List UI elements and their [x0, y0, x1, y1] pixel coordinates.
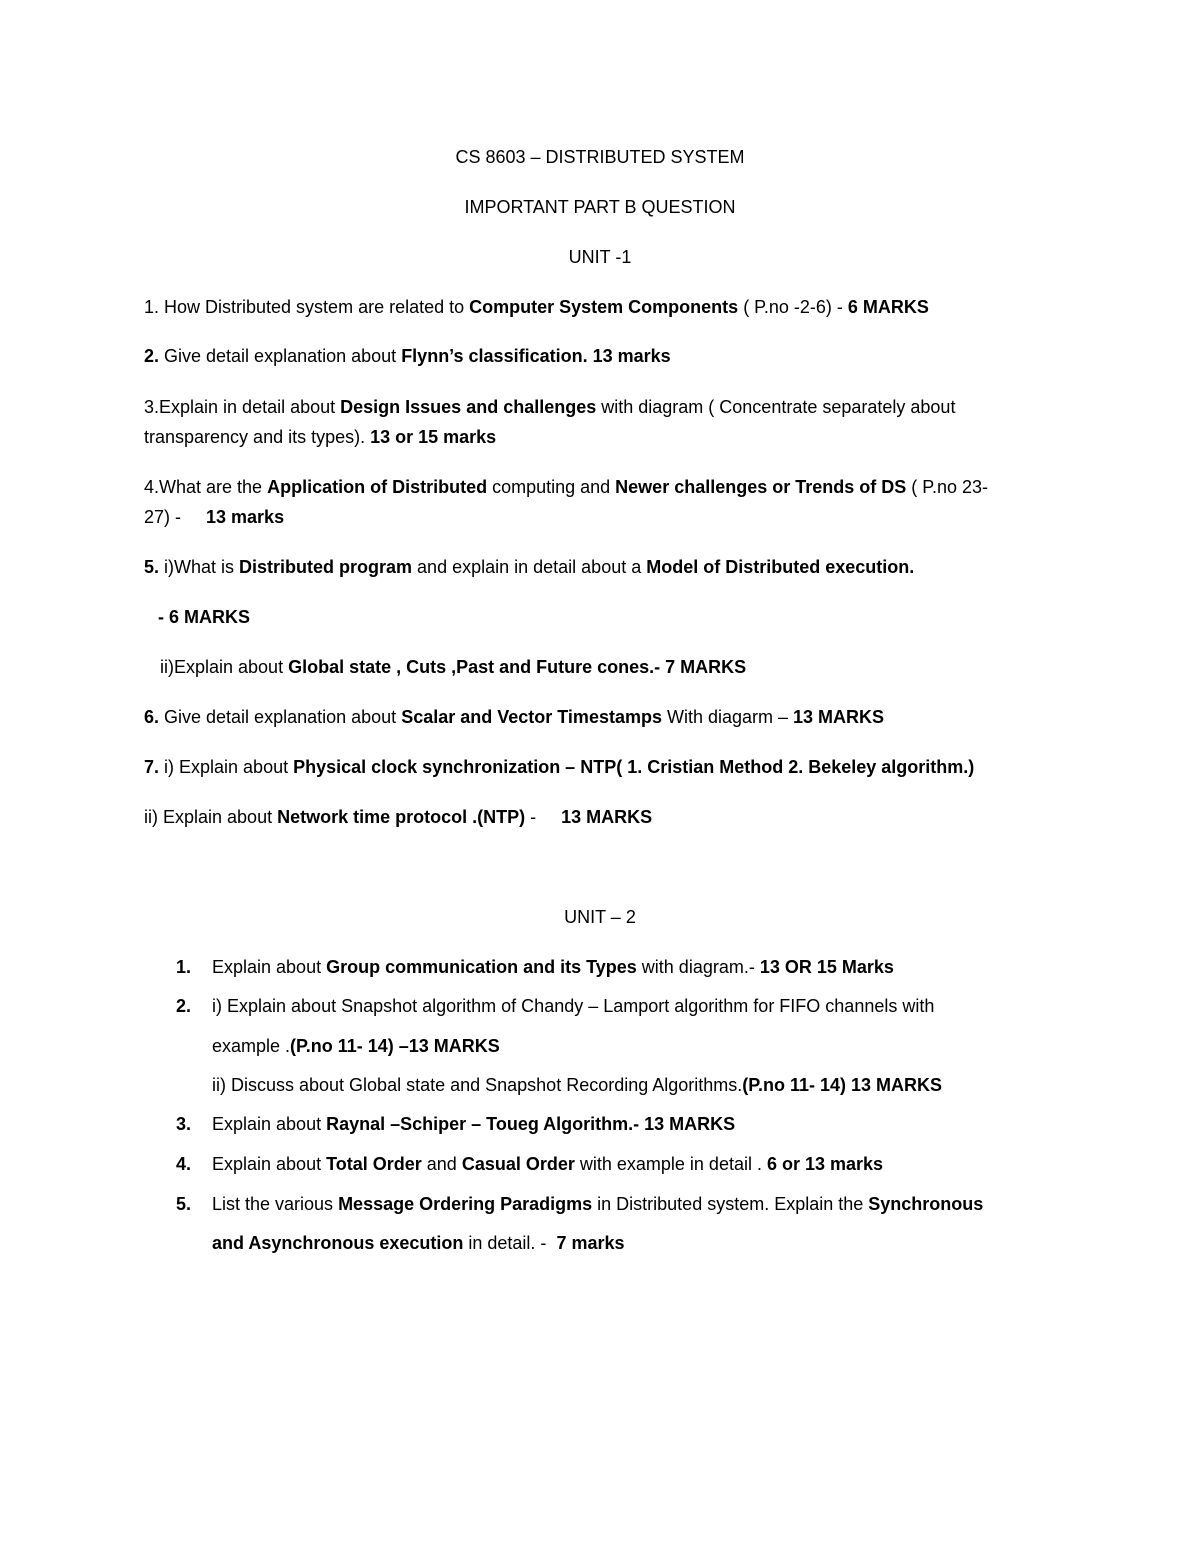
text: computing and: [487, 477, 616, 497]
text-bold: Distributed program: [239, 557, 413, 577]
unit2-question-5-line-2: [212, 1232, 625, 1254]
question-number: 2.: [144, 346, 160, 366]
text: in detail. -: [463, 1233, 557, 1253]
text: 3.Explain in detail about: [144, 397, 341, 417]
marks: 13 marks: [206, 507, 285, 527]
list-number: 3.: [176, 1114, 192, 1134]
text-bold: Newer challenges or Trends of DS: [615, 477, 907, 497]
unit2-question-2-part-ii: [212, 1074, 942, 1096]
text: Explain about: [212, 1154, 327, 1174]
text-bold: Scalar and Vector Timestamps: [401, 707, 662, 727]
text-bold: Network time protocol .(NTP): [277, 807, 526, 827]
unit2-question-5-line-1: [212, 1193, 983, 1215]
unit1-question-5-part-ii: [160, 656, 746, 678]
text-bold: (P.no 11- 14) –13 MARKS: [290, 1036, 500, 1056]
unit2-question-1: [212, 956, 894, 978]
text: 27) -: [144, 507, 207, 527]
unit1-question-4-line-1: [144, 476, 988, 498]
text: List the various: [212, 1194, 339, 1214]
text-bold: Physical clock synchronization – NTP( 1. Cristian Method 2. Bekeley algorithm.): [293, 757, 975, 777]
text-bold: Application of Distributed: [267, 477, 488, 497]
list-number: 4.: [176, 1154, 192, 1174]
text: Explain about: [212, 1114, 327, 1134]
text-bold: Casual Order: [461, 1154, 575, 1174]
unit2-question-2-line-2: [212, 1035, 500, 1057]
text-bold: Flynn’s classification. 13 marks: [401, 346, 671, 366]
text: 1. How Distributed system are related to: [144, 297, 470, 317]
text: ( P.no -2-6) -: [738, 297, 848, 317]
text: ii)Explain about: [160, 657, 289, 677]
text: in Distributed system. Explain the: [592, 1194, 869, 1214]
text-bold: Computer System Components: [469, 297, 739, 317]
text-bold: Synchronous: [868, 1194, 984, 1214]
unit1-question-7-part-ii: [144, 806, 652, 828]
text: transparency and its types).: [144, 427, 371, 447]
unit1-question-3-line-2: [144, 426, 496, 448]
marks: 7 marks: [556, 1233, 625, 1253]
text-bold: Model of Distributed execution.: [646, 557, 915, 577]
text: ii) Explain about: [144, 807, 278, 827]
text: and: [421, 1154, 462, 1174]
unit1-question-5-line-1: [144, 556, 914, 578]
text: Explain about: [212, 957, 327, 977]
marks: 13 or 15 marks: [370, 427, 497, 447]
unit1-question-6: [144, 706, 884, 728]
marks: 6 MARKS: [847, 297, 929, 317]
text: Give detail explanation about: [159, 346, 402, 366]
text: with diagram.-: [636, 957, 760, 977]
text: ii) Discuss about Global state and Snapshot Recording Algorithms.: [212, 1075, 743, 1095]
question-number: 7.: [144, 757, 160, 777]
text-bold: Design Issues and challenges: [340, 397, 597, 417]
list-number: 2.: [176, 996, 192, 1016]
text: -: [525, 807, 562, 827]
unit2-question-2-line-1: i) Explain about Snapshot algorithm of Chandy – Lamport algorithm for FIFO channels with: [212, 996, 935, 1016]
unit2-heading: UNIT – 2: [564, 907, 636, 927]
text-bold: (P.no 11- 14) 13 MARKS: [742, 1075, 943, 1095]
unit1-question-2: [144, 345, 671, 367]
text-bold: and Asynchronous execution: [212, 1233, 464, 1253]
text: and explain in detail about a: [412, 557, 647, 577]
text-bold: Group communication and its Types: [326, 957, 637, 977]
list-number: 5.: [176, 1194, 192, 1214]
text-bold: Message Ordering Paradigms: [338, 1194, 593, 1214]
text: i)What is: [159, 557, 240, 577]
text: 4.What are the: [144, 477, 268, 497]
text: With diagarm –: [661, 707, 794, 727]
question-number: 5.: [144, 557, 160, 577]
text: i) Explain about: [159, 757, 294, 777]
unit1-question-5-marks: - 6 MARKS: [158, 607, 251, 627]
text: Give detail explanation about: [159, 707, 402, 727]
marks: 13 OR 15 Marks: [759, 957, 894, 977]
unit2-question-4: [212, 1153, 883, 1175]
unit1-heading: UNIT -1: [568, 247, 632, 267]
marks: 6 or 13 marks: [766, 1154, 884, 1174]
text-bold: Raynal –Schiper – Toueg Algorithm.- 13 MARKS: [326, 1114, 736, 1134]
text-bold: Global state , Cuts ,Past and Future cones.- 7 MARKS: [288, 657, 747, 677]
text-bold: Total Order: [326, 1154, 422, 1174]
question-number: 6.: [144, 707, 160, 727]
unit2-question-3: [212, 1113, 735, 1135]
document-subtitle: IMPORTANT PART B QUESTION: [464, 197, 736, 217]
text: ( P.no 23-: [906, 477, 988, 497]
text: with example in detail .: [574, 1154, 767, 1174]
document-title: CS 8603 – DISTRIBUTED SYSTEM: [455, 147, 745, 167]
marks: 13 MARKS: [793, 707, 885, 727]
unit1-question-3-line-1: [144, 396, 955, 418]
marks: 13 MARKS: [561, 807, 653, 827]
list-number: 1.: [176, 957, 192, 977]
unit1-question-7-part-i: [144, 756, 974, 778]
unit1-question-1: [144, 296, 929, 318]
unit1-question-4-line-2: [144, 506, 284, 528]
text: example .: [212, 1036, 291, 1056]
text: with diagram ( Concentrate separately about: [596, 397, 956, 417]
